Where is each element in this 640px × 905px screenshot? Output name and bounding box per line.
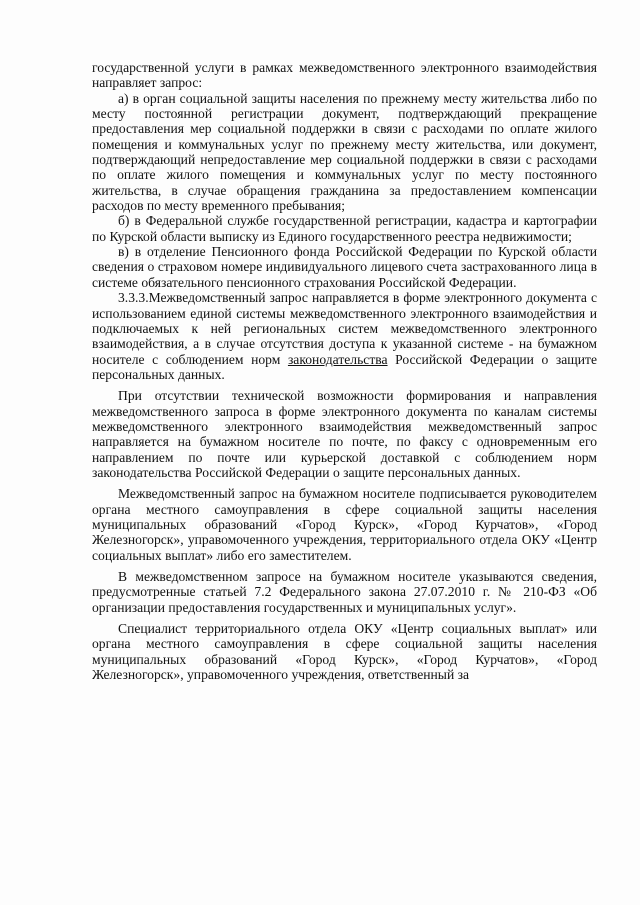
document-body [92, 60, 597, 682]
paragraph-no-technical-possibility: При отсутствии технической возможности формирования и направления межведомственного запроса в форме электронного документа по каналам системы межведомственного электронного взаимодействия межведомственный запрос направляется на бумажном носителе по почте, по факсу с одновременным его направлением по почте или курьерской доставкой с соблюдением норм законодательства Российской Федерации о защите персональных данных. [92, 388, 597, 480]
paragraph-continuation: государственной услуги в рамках межведомственного электронного взаимодействия направляет запрос: [92, 60, 597, 91]
paragraph-3-3-3-tail: Российской Федерации о защите персональных данных. [92, 351, 597, 382]
paragraph-item-a: а) в орган социальной защиты населения по прежнему месту жительства либо по месту постоянной регистрации документ, подтверждающий прекращение предоставления мер социальной поддержки в связи с расходами по оплате жилого помещения и коммунальных услуг по прежнему месту жительства, или документ, подтверждающий непредоставление мер социальной поддержки в связи с расходами по оплате жилого помещения и коммунальных услуг по месту постоянного жительства, в случае обращения гражданина за предоставлением компенсации расходов по месту временного пребывания; [92, 90, 597, 214]
legislation-link-text: законодательства [287, 351, 388, 367]
paragraph-paper-request-signing: Межведомственный запрос на бумажном носителе подписывается руководителем органа местного самоуправления в сфере социальной защиты населения муниципальных образований «Город Курск», «Город Курчатов», «Город Железногорск», управомоченного учреждения, территориального отдела ОКУ «Центр социальных выплат» либо его заместителем. [92, 486, 597, 563]
paragraph-specialist: Специалист территориального отдела ОКУ «Центр социальных выплат» или органа местного самоуправления в сфере социальной защиты населения муниципальных образований «Город Курск», «Город Курчатов», «Город Железногорск», управомоченного учреждения, ответственный за [92, 621, 597, 683]
paragraph-item-b: б) в Федеральной службе государственной регистрации, кадастра и картографии по Курской области выписку из Единого государственного реестра недвижимости; [92, 213, 597, 244]
paragraph-item-c: в) в отделение Пенсионного фонда Российской Федерации по Курской области сведения о страховом номере индивидуального лицевого счета застрахованного лица в системе обязательного пенсионного страхования Российской Федерации. [92, 244, 597, 290]
paragraph-paper-request-contents: В межведомственном запросе на бумажном носителе указываются сведения, предусмотренные статьей 7.2 Федерального закона 27.07.2010 г. № 210-ФЗ «Об организации предоставления государственных и муниципальных услуг». [92, 569, 597, 615]
paragraph-3-3-3-text: 3.3.3.Межведомственный запрос направляется в форме электронного документа с использованием единой системы межведомственного электронного взаимодействия и подключаемых к ней региональных систем межведомственного электронного взаимодействия, а в случае отсутствия доступа к указанной системе - на бумажном носителе с соблюдением норм [92, 290, 597, 367]
paragraph-3-3-3 [92, 290, 597, 382]
